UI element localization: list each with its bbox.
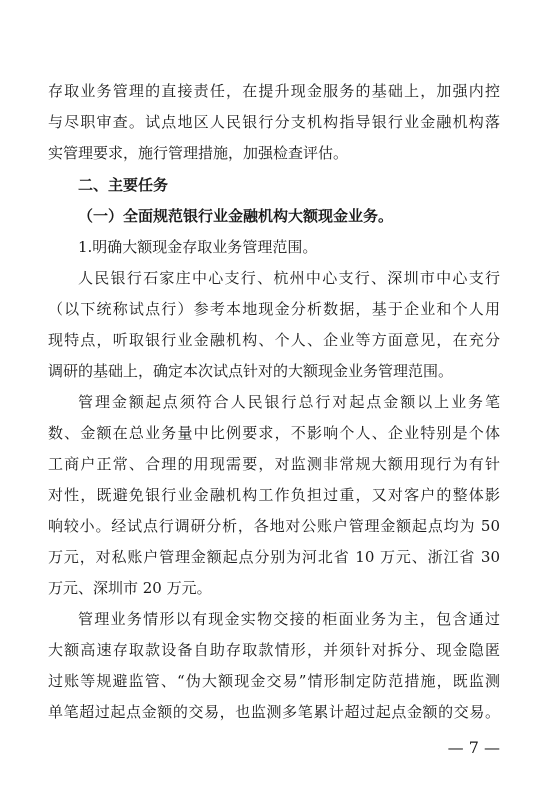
paragraph-line: 对性，既避免银行业金融机构工作负担过重，又对客户的整体影	[48, 486, 500, 504]
section-heading: 二、主要任务	[78, 176, 169, 194]
paragraph-line: 存取业务管理的直接责任，在提升现金服务的基础上，加强内控	[48, 82, 500, 100]
item-heading: 1.明确大额现金存取业务管理范围。	[78, 238, 318, 256]
page-number: — 7 —	[447, 738, 500, 757]
paragraph-line: 大额高速存取款设备自助存取款情形，并须针对拆分、现金隐匿	[48, 641, 500, 659]
paragraph-line: （以下统称试点行）参考本地现金分析数据，基于企业和个人用	[48, 300, 500, 318]
paragraph-line: 工商户正常、合理的用现需要，对监测非常规大额用现行为有针	[48, 455, 500, 473]
paragraph-line: 万元，对私账户管理金额起点分别为河北省 10 万元、浙江省 30	[48, 548, 500, 566]
paragraph-line: 响较小。经试点行调研分析，各地对公账户管理金额起点均为 50	[48, 517, 500, 535]
paragraph-line: 万元、深圳市 20 万元。	[48, 579, 212, 597]
paragraph-line: 现特点，听取银行业金融机构、个人、企业等方面意见，在充分	[48, 331, 500, 349]
paragraph-line: 调研的基础上，确定本次试点针对的大额现金业务管理范围。	[48, 362, 454, 380]
paragraph-line: 数、金额在总业务量中比例要求，不影响个人、企业特别是个体	[48, 424, 500, 442]
paragraph-line: 与尽职审查。试点地区人民银行分支机构指导银行业金融机构落	[48, 113, 500, 131]
paragraph-line: 管理业务情形以有现金实物交接的柜面业务为主，包含通过	[78, 610, 500, 628]
paragraph-line: 实管理要求，施行管理措施，加强检查评估。	[48, 144, 349, 162]
paragraph-line: 人民银行石家庄中心支行、杭州中心支行、深圳市中心支行	[78, 269, 500, 287]
paragraph-line: 单笔超过起点金额的交易，也监测多笔累计超过起点金额的交易。	[48, 703, 500, 721]
paragraph-line: 过账等规避监管、“伪大额现金交易”情形制定防范措施，既监测	[48, 672, 500, 690]
subsection-heading: （一）全面规范银行业金融机构大额现金业务。	[78, 207, 394, 225]
paragraph-line: 管理金额起点须符合人民银行总行对起点金额以上业务笔	[78, 393, 500, 411]
